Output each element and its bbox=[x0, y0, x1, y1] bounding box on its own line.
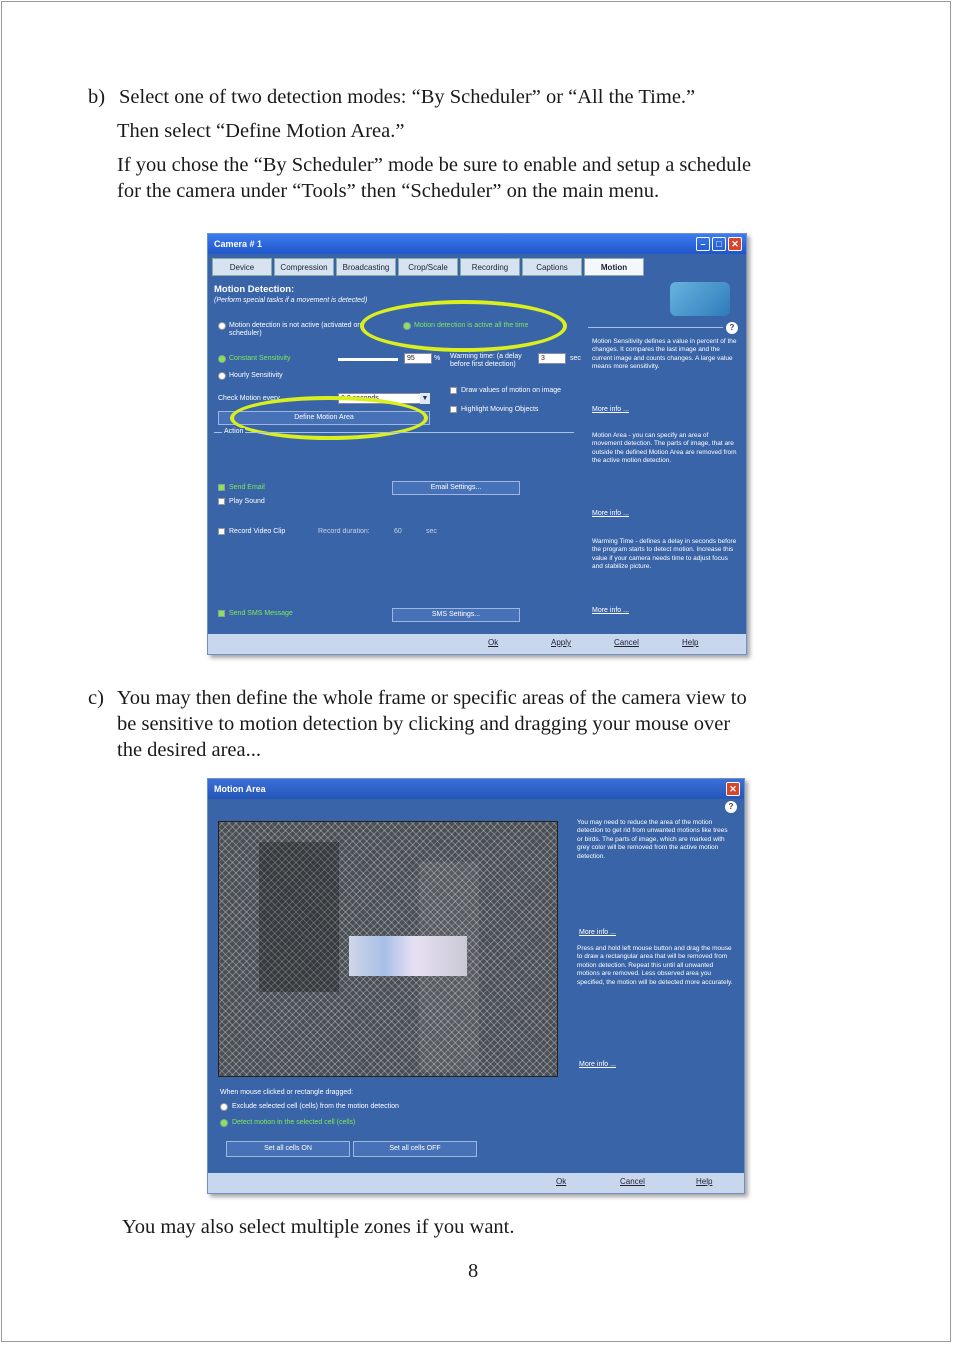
ok-button[interactable]: Ok bbox=[556, 1177, 567, 1186]
detect-cells-label: Detect motion in the selected cell (cells) bbox=[232, 1119, 356, 1126]
help-button[interactable]: Help bbox=[696, 1177, 713, 1186]
item-b-marker: b) bbox=[88, 86, 106, 108]
motion-grid-canvas[interactable] bbox=[218, 821, 558, 1077]
record-duration-label: Record duration: bbox=[318, 528, 370, 535]
camera-window-titlebar bbox=[208, 234, 746, 254]
cancel-button[interactable]: Cancel bbox=[620, 1177, 645, 1186]
radio-active-label: Motion detection is active all the time bbox=[414, 322, 529, 329]
percent-label: % bbox=[434, 355, 441, 362]
motion-heading: Motion Detection: bbox=[214, 284, 295, 295]
actions-separator bbox=[214, 432, 574, 433]
highlight-ring-define-area bbox=[230, 396, 428, 440]
reduce-area-description: You may need to reduce the area of the motion detection to get rid from unwanted motions like trees or birds. The parts of image, which are marked with grey color will be removed from the active motion detection. bbox=[577, 819, 728, 860]
minimize-icon[interactable]: – bbox=[696, 237, 710, 251]
checkbox-record-clip[interactable] bbox=[218, 528, 225, 535]
record-clip-label: Record Video Clip bbox=[229, 528, 286, 535]
item-c-marker: c) bbox=[88, 687, 104, 709]
camera-image-region bbox=[259, 842, 339, 992]
checkbox-send-email[interactable] bbox=[218, 484, 225, 491]
radio-not-active-label: Motion detection is not active (activated on scheduler) bbox=[229, 322, 362, 337]
set-all-cells-on-button[interactable]: Set all cells ON bbox=[226, 1141, 350, 1157]
motion-area-description: Motion Area - you can specify an area of movement detection. The parts of image, that are outside the defined Motion Area are removed from the active motion detection. bbox=[592, 432, 737, 465]
play-sound-label: Play Sound bbox=[229, 498, 265, 505]
closing-sentence: You may also select multiple zones if you want. bbox=[122, 1216, 515, 1238]
selected-detection-cells[interactable] bbox=[349, 936, 467, 976]
radio-constant-sensitivity[interactable] bbox=[218, 355, 226, 363]
help-icon[interactable]: ? bbox=[725, 801, 737, 813]
highlight-label: Highlight Moving Objects bbox=[461, 406, 539, 413]
checkbox-play-sound[interactable] bbox=[218, 498, 225, 505]
more-info-link-3[interactable]: More info ... bbox=[592, 607, 629, 614]
sensitivity-slider[interactable] bbox=[338, 358, 398, 361]
tab-motion[interactable]: Motion bbox=[584, 258, 644, 276]
sensitivity-description: Motion Sensitivity defines a value in percent of the changes. It compares the last image and the current image and counts changes. A large value means more sensitivity. bbox=[592, 338, 737, 371]
item-c-line1: You may then define the whole frame or specific areas of the camera view to bbox=[117, 687, 747, 709]
radio-exclude-cells[interactable] bbox=[220, 1103, 228, 1111]
duration-unit: sec bbox=[426, 528, 437, 535]
checkbox-highlight-objects[interactable] bbox=[450, 406, 457, 413]
tab-broadcasting[interactable]: Broadcasting bbox=[336, 258, 396, 276]
item-b-line2: Then select “Define Motion Area.” bbox=[117, 120, 405, 142]
page-number: 8 bbox=[468, 1260, 479, 1282]
help-icon[interactable]: ? bbox=[726, 322, 738, 334]
item-c-line3: the desired area... bbox=[117, 739, 261, 761]
define-motion-area-button[interactable]: Define Motion Area bbox=[218, 411, 430, 425]
sensitivity-input[interactable]: 95 bbox=[404, 353, 432, 364]
close-icon[interactable]: ✕ bbox=[728, 237, 742, 251]
tab-crop-scale[interactable]: Crop/Scale bbox=[398, 258, 458, 276]
sms-settings-button[interactable]: SMS Settings... bbox=[392, 608, 520, 622]
help-button[interactable]: Help bbox=[682, 638, 699, 647]
when-clicked-label: When mouse clicked or rectangle dragged: bbox=[220, 1089, 354, 1096]
check-motion-select[interactable]: 0.0 seconds bbox=[338, 393, 428, 404]
actions-group-label: Action bbox=[224, 428, 244, 435]
checkbox-draw-values[interactable] bbox=[450, 387, 457, 394]
checkbox-send-sms[interactable] bbox=[218, 610, 225, 617]
item-c-line2: be sensitive to motion detection by clicking and dragging your mouse over bbox=[117, 713, 731, 735]
draw-values-label: Draw values of motion on image bbox=[461, 387, 561, 394]
tab-compression[interactable]: Compression bbox=[274, 258, 334, 276]
highlight-ring-mode bbox=[360, 300, 567, 352]
more-info-link-1[interactable]: More info ... bbox=[592, 406, 629, 413]
warming-sec-label: sec bbox=[570, 355, 581, 362]
email-settings-button[interactable]: Email Settings... bbox=[392, 481, 520, 495]
radio-not-active[interactable] bbox=[218, 322, 226, 330]
maximize-icon[interactable]: □ bbox=[712, 237, 726, 251]
info-separator bbox=[588, 327, 723, 328]
motion-area-title: Motion Area bbox=[214, 784, 266, 794]
send-email-label: Send Email bbox=[229, 484, 265, 491]
motion-logo-icon bbox=[670, 282, 730, 316]
motion-area-button-bar bbox=[208, 1173, 744, 1193]
hourly-sensitivity-label: Hourly Sensitivity bbox=[229, 372, 283, 379]
duration-value[interactable]: 60 bbox=[394, 528, 402, 535]
warming-input[interactable]: 3 bbox=[538, 353, 566, 364]
radio-detect-cells[interactable] bbox=[220, 1119, 228, 1127]
ok-button[interactable]: Ok bbox=[488, 638, 499, 647]
more-info-link-2[interactable]: More info ... bbox=[592, 510, 629, 517]
send-sms-label: Send SMS Message bbox=[229, 610, 293, 617]
tab-captions[interactable]: Captions bbox=[522, 258, 582, 276]
item-b-line1: Select one of two detection modes: “By Scheduler” or “All the Time.” bbox=[119, 86, 696, 108]
tab-device[interactable]: Device bbox=[212, 258, 272, 276]
chevron-down-icon[interactable]: ▼ bbox=[421, 395, 429, 402]
warming-description: Warming Time - defines a delay in seconds before the program starts to detect motion. Increase this value if your camera needs time to adjust focus and stabilize picture. bbox=[592, 538, 737, 571]
radio-hourly-sensitivity[interactable] bbox=[218, 372, 226, 380]
exclude-cells-label: Exclude selected cell (cells) from the motion detection bbox=[232, 1103, 399, 1110]
warming-label: Warming time: (a delay before first detection) bbox=[450, 353, 522, 368]
motion-area-titlebar bbox=[208, 779, 744, 799]
motion-area-window bbox=[207, 778, 745, 1194]
tab-recording[interactable]: Recording bbox=[460, 258, 520, 276]
item-b-line3: If you chose the “By Scheduler” mode be sure to enable and setup a schedule bbox=[117, 154, 752, 176]
more-info-link-2[interactable]: More info ... bbox=[579, 1061, 616, 1068]
constant-sensitivity-label: Constant Sensitivity bbox=[229, 355, 291, 362]
camera-settings-window bbox=[207, 233, 747, 655]
close-icon[interactable]: ✕ bbox=[726, 782, 740, 796]
camera-window-button-bar bbox=[208, 634, 746, 654]
item-b-line4: for the camera under “Tools” then “Scheduler” on the main menu. bbox=[117, 180, 660, 202]
set-all-cells-off-button[interactable]: Set all cells OFF bbox=[353, 1141, 477, 1157]
motion-subheading: (Perform special tasks if a movement is detected) bbox=[214, 297, 368, 304]
check-motion-label: Check Motion every bbox=[218, 395, 280, 402]
more-info-link-1[interactable]: More info ... bbox=[579, 929, 616, 936]
drag-area-description: Press and hold left mouse button and drag the mouse to draw a rectangular area that will be removed from motion detection. Repeat this until all unwanted motions are removed. Less observed area you specified, the motion will be detected more accurately. bbox=[577, 945, 733, 986]
apply-button[interactable]: Apply bbox=[551, 638, 572, 647]
window-title: Camera # 1 bbox=[214, 239, 263, 249]
cancel-button[interactable]: Cancel bbox=[614, 638, 639, 647]
